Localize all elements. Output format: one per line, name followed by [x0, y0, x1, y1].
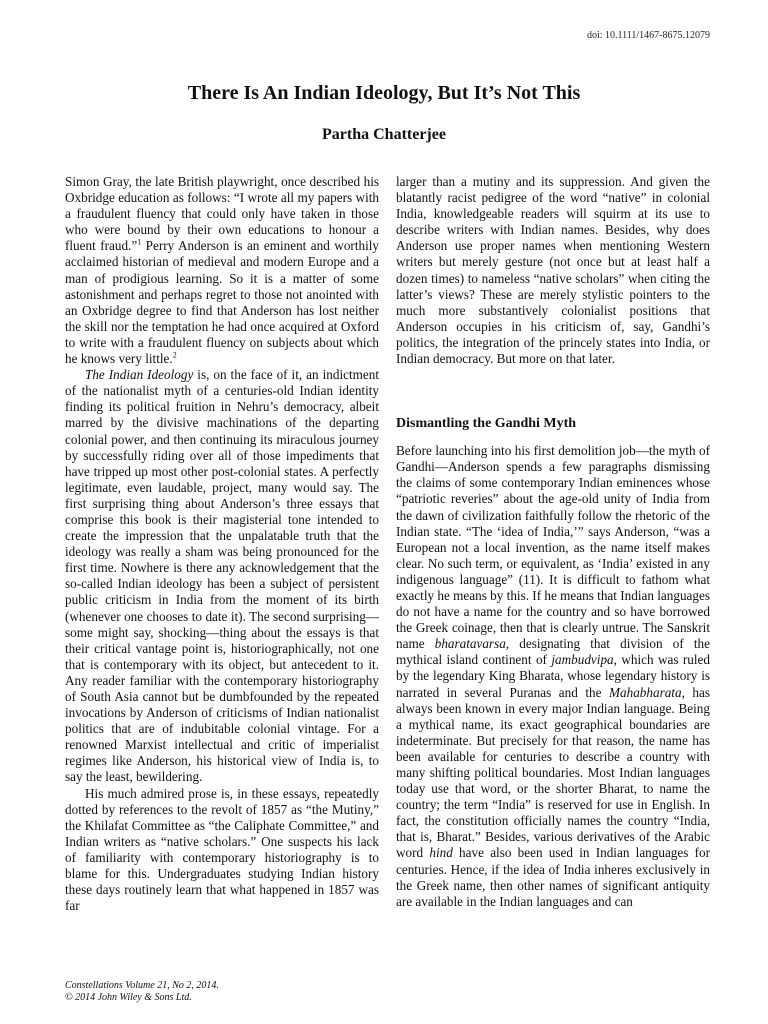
left-column [65, 174, 379, 914]
paragraph: His much admired prose is, in these essays, repeatedly dotted by references to the revolt of 1857 as “the Mutiny,” the Khilafat Committee as “the Caliphate Committee,” and Indian writers as “native scholars.” One suspects his lack of familiarity with contemporary historiography is to blame for this. Undergraduates studying Indian history these days routinely learn that what happened in 1857 was far [65, 785, 379, 914]
author-name: Partha Chatterjee [322, 126, 446, 143]
copyright-notice: © 2014 John Wiley & Sons Ltd. [65, 992, 192, 1003]
right-column [396, 174, 710, 910]
journal-footer [65, 980, 219, 1004]
paragraph: Before launching into his first demolition job—the myth of Gandhi—Anderson spends a few paragraphs dismissing the claims of some contemporary Indian eminences whose “patriotic reveries” about the age-old unity of India from the dawn of civilization faithfully follow the rhetoric of the Indian state. “The ‘idea of India,’” says Anderson, “was a European not a local invention, as the name itself makes clear. No such term, or equivalent, as ‘India’ existed in any indigenous language” (11). It is difficult to fathom what exactly he means by this. If he means that Indian languages do not have a name for the country and so have borrowed the Greek coinage, then that is clearly untrue. The Sanskrit name bharatavarsa, designating that division of the mythical island continent of jambudvipa, which was ruled by the legendary King Bharata, whose legendary history is narrated in several Puranas and the Mahabharata, has always been known in every major Indian language. Being a mythical name, its exact geographical boundaries are indeterminate. But precisely for that reason, the name has been available for centuries to describe a country with many shifting political boundaries. Most Indian languages today use that word, or the shorter Bharat, to name the country; the term “India” is reserved for use in English. In fact, the constitution officially names the country “India, that is, Bharat.” Besides, various derivatives of the Arabic word hind have also been used in Indian languages for centuries. Hence, if the idea of India inheres exclusively in the Greek name, then other names of significant antiquity are available in the Indian languages and can [396, 443, 711, 909]
footnote-ref[interactable]: 2 [172, 350, 177, 360]
doi-text[interactable]: doi: 10.1111/1467-8675.12079 [586, 30, 710, 41]
article-title: There Is An Indian Ideology, But It’s Not This [187, 82, 581, 104]
journal-citation: Constellations Volume 21, No 2, 2014. [65, 980, 219, 991]
paragraph: Simon Gray, the late British playwright, once described his Oxbridge education as follows: “I wrote all my papers with a fraudulent fluency that could only have taken in those who were bound by their own educations to honour a fluent fraud.”$^1$ Perry Anderson is an eminent and worthily acclaimed historian of medieval and modern Europe and a man of prodigious learning. So it is a matter of some astonishment and perhaps regret to those not anointed with an Oxbridge degree to find that Anderson has lost neither the skill nor the temptation he had once acquired at Oxford to write with a fraudulent fluency on subjects about which he knows very little.$^2$ [65, 174, 379, 367]
book-title: The Indian Ideology [85, 367, 194, 383]
footnote-ref[interactable]: 1 [137, 237, 142, 247]
paragraph: larger than a mutiny and its suppression. And given the blatantly racist pedigree of the word “native” in colonial India, knowledgeable readers will squirm at its use to describe writers with Indian names. Besides, why does Anderson use proper names when mentioning Western writers but merely gesture (not once but at least half a dozen times) to nameless “native scholars” when citing the latter’s views? These are merely stylistic pointers to the much more substantively colonialist positions that Anderson occupies in his criticism of, say, Gandhi’s politics, the integration of the princely states into India, or Indian democracy. But more on that later. [396, 174, 710, 367]
section-heading: Dismantling the Gandhi Myth [396, 416, 577, 432]
paragraph: The Indian Ideology is, on the face of it, an indictment of the nationalist myth of a centuries-old Indian identity finding its political fruition in Nehru’s democracy, albeit marred by the divisive machinations of the departing colonial power, and then continuing its miraculous journey by successfully riding over all of those impediments that have tripped up most other post-colonial states. A perfectly legitimate, even laudable, project, many would say. The first surprising thing about Anderson’s three essays that comprise this book is their magisterial tone intended to create the impression that the unpalatable truth that the ideology was really a sham was being pronounced for the first time. Nowhere is there any acknowledgement that the so-called Indian ideology has been a subject of persistent public criticism in India from the moment of its birth (whenever one chooses to date it). The second surprising—some might say, shocking—thing about the essays is that their critical vantage point is, historiographically, not one that is contemporary with its object, but antecedent to it. Any reader familiar with the contemporary historiography of South Asia cannot but be dumbfounded by the repeated invocations by Anderson of criticisms of Indian nationalist politics that are of indubitable colonial vintage. For a renowned Marxist intellectual and critic of imperialist regimes like Anderson, his historical view of India is, to say the least, bewildering. [65, 367, 379, 785]
